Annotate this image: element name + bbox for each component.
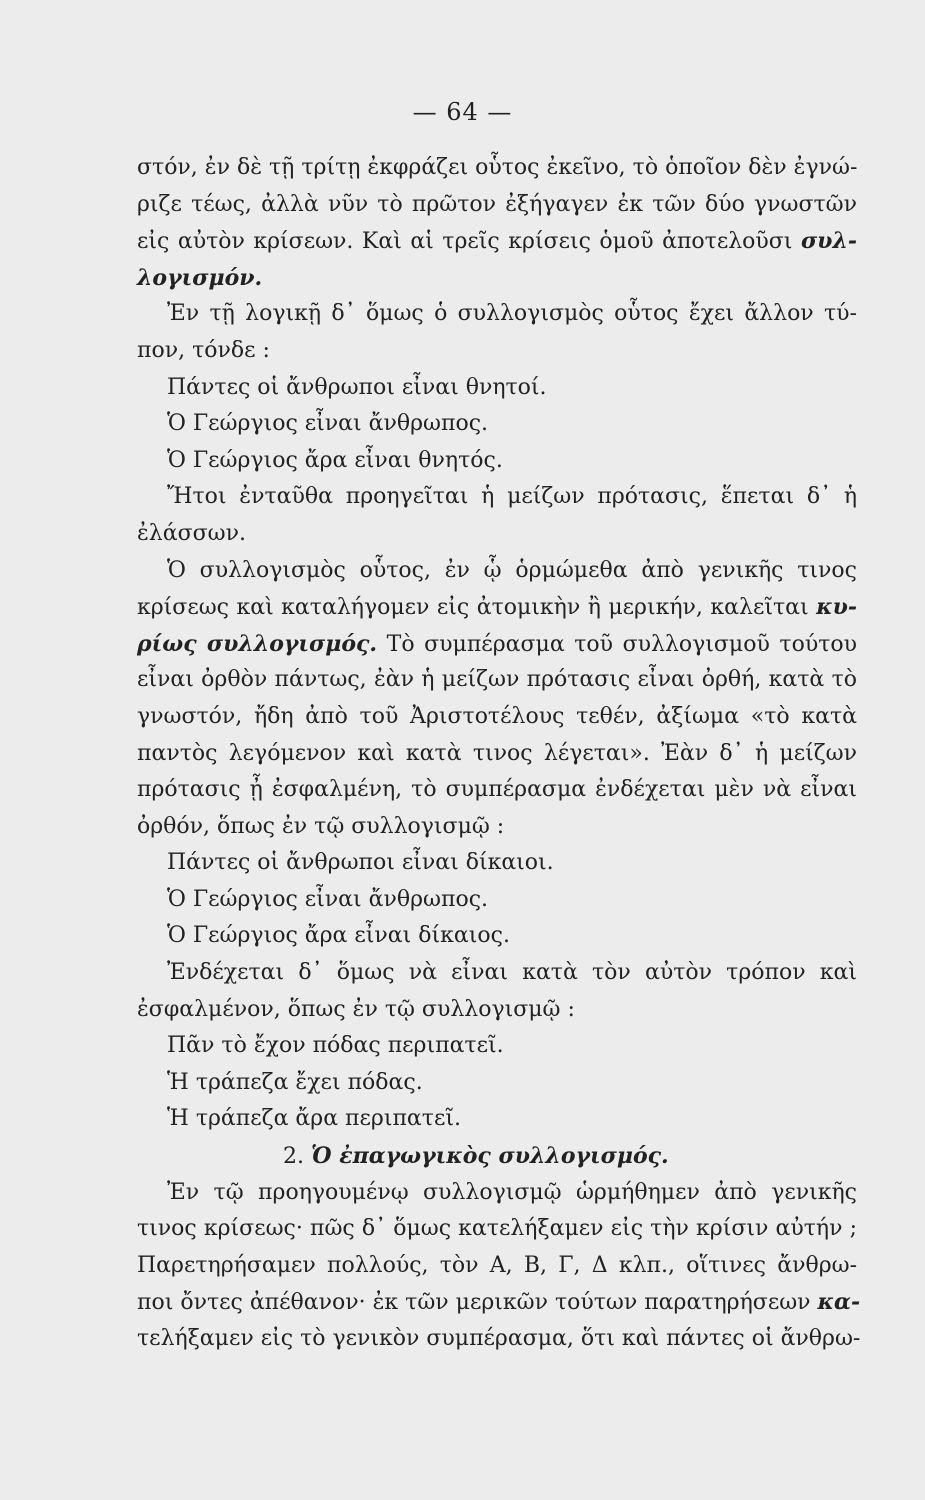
page-text	[137, 150, 861, 1358]
text-span: κρίσεως καὶ καταλήγομεν εἰς ἀτομικὴν ἢ μερικήν, καλεῖται	[137, 595, 809, 621]
emphasis-word: κα-	[817, 1289, 861, 1316]
text-line: ριζε τέως, ἀλλὰ νῦν τὸ πρῶτον ἐξήγαγεν ἐκ τῶν δύο γνωστῶν	[137, 191, 857, 217]
text-line: παντὸς λεγόμενον καὶ κατὰ τινος λέγεται». Ἐὰν δ᾽ ἡ μείζων	[137, 740, 857, 766]
text-line: ἐλάσσων.	[137, 520, 246, 546]
text-line: Πάντες οἱ ἄνθρωποι εἶναι δίκαιοι.	[167, 850, 554, 876]
text-line: Ἐν τῷ προηγουμένῳ συλλογισμῷ ὡρμήθημεν ἀπὸ γενικῆς	[167, 1179, 857, 1205]
section-heading	[137, 1138, 857, 1175]
section-number: 2.	[283, 1144, 304, 1170]
emphasis-word: κυ-	[816, 594, 857, 621]
text-line: εἶναι ὀρθὸν πάντως, ἐὰν ἡ μείζων πρότασις εἶναι ὀρθή, κατὰ τὸ	[137, 667, 857, 693]
text-line	[137, 1284, 861, 1321]
text-line: Ὁ Γεώργιος ἄρα εἶναι θνητός.	[167, 447, 503, 473]
text-line: λογισμόν.	[137, 264, 263, 291]
text-line: ἐσφαλμένον, ὅπως ἐν τῷ συλλογισμῷ :	[137, 996, 575, 1022]
text-span: Τὸ συμπέρασμα τοῦ συλλογισμοῦ τούτου	[386, 631, 857, 657]
text-line	[137, 626, 857, 663]
text-line: Πᾶν τὸ ἔχον πόδας περιπατεῖ.	[167, 1033, 504, 1059]
text-line: Ἡ τράπεζα ἔχει πόδας.	[167, 1069, 423, 1095]
text-span: εἰς αὐτὸν κρίσεων. Καὶ αἱ τρεῖς κρίσεις ὁμοῦ ἀποτελοῦσι	[137, 229, 793, 255]
text-line: Πάντες οἱ ἄνθρωποι εἶναι θνητοί.	[167, 374, 547, 400]
text-line: Ἐνδέχεται δ᾽ ὅμως νὰ εἶναι κατὰ τὸν αὐτὸν τρόπον καὶ	[167, 960, 857, 986]
text-line: ὀρθόν, ὅπως ἐν τῷ συλλογισμῷ :	[137, 813, 505, 839]
text-line: στόν, ἐν δὲ τῇ τρίτῃ ἐκφράζει οὗτος ἐκεῖνο, τὸ ὁποῖον δὲν ἐγνώ-	[137, 155, 858, 180]
text-line: πον, τόνδε :	[137, 337, 270, 363]
text-line: Ὁ Γεώργιος εἶναι ἄνθρωπος.	[167, 411, 489, 437]
text-line: Ἡ τράπεζα ἄρα περιπατεῖ.	[167, 1106, 461, 1132]
emphasis-phrase: ρίως συλλογισμός.	[137, 630, 378, 657]
text-line	[137, 589, 857, 626]
text-line: Παρετηρήσαμεν πολλούς, τὸν Α, Β, Γ, Δ κλπ., οἵτινες ἄνθρω-	[137, 1252, 857, 1278]
text-span: ποι ὄντες ἀπέθανον· ἐκ τῶν μερικῶν τούτων παρατηρήσεων	[137, 1290, 811, 1316]
text-line: τινος κρίσεως· πῶς δ᾽ ὅμως κατελήξαμεν εἰς τὴν κρίσιν αὐτήν ;	[137, 1216, 857, 1242]
page-number: — 64 —	[412, 98, 513, 126]
text-line: Ἐν τῇ λογικῇ δ᾽ ὅμως ὁ συλλογισμὸς οὗτος ἔχει ἄλλον τύ-	[167, 301, 857, 327]
text-line: τελήξαμεν εἰς τὸ γενικὸν συμπέρασμα, ὅτι καὶ πάντες οἱ ἄνθρω-	[137, 1326, 861, 1351]
text-line	[137, 223, 857, 260]
text-line: πρότασις ᾖ ἐσφαλμένη, τὸ συμπέρασμα ἐνδέχεται μὲν νὰ εἶναι	[137, 777, 857, 803]
text-line: γνωστόν, ἤδη ἀπὸ τοῦ Ἀριστοτέλους τεθέν, ἀξίωμα «τὸ κατὰ	[137, 703, 857, 729]
section-title: Ὁ ἐπαγωγικὸς συλλογισμός.	[311, 1143, 669, 1170]
text-line: Ὁ συλλογισμὸς οὗτος, ἐν ᾧ ὁρμώμεθα ἀπὸ γενικῆς τινος	[167, 557, 857, 583]
text-line: Ὁ Γεώργιος εἶναι ἄνθρωπος.	[167, 886, 489, 912]
emphasis-word: συλ-	[800, 228, 857, 255]
text-line: Ὁ Γεώργιος ἄρα εἶναι δίκαιος.	[167, 923, 510, 949]
text-line: Ἤτοι ἐνταῦθα προηγεῖται ἡ μείζων πρότασις, ἕπεται δ᾽ ἡ	[167, 484, 857, 510]
